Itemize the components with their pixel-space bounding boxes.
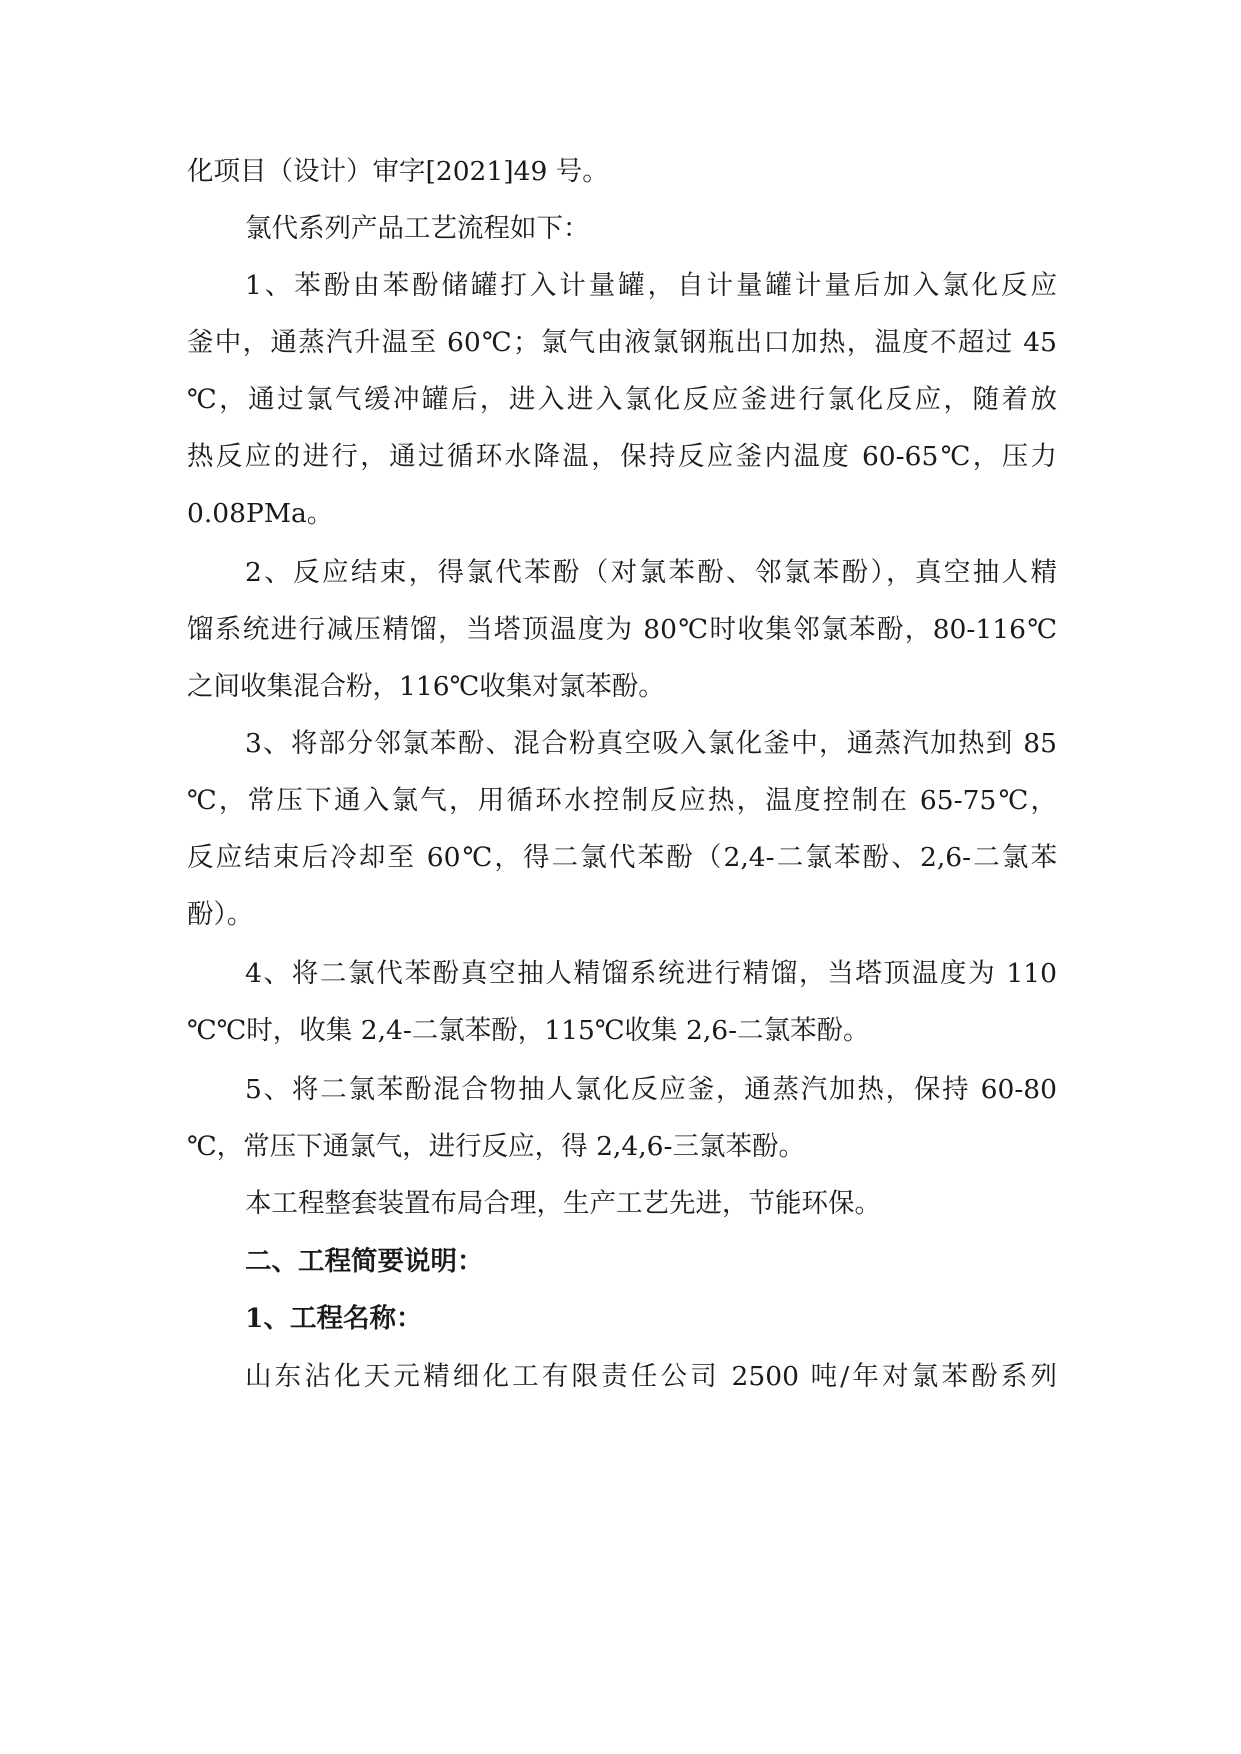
text-line-step3-a: 3、将部分邻氯苯酚、混合粉真空吸入氯化釜中，通蒸汽加热到 85	[245, 728, 1057, 759]
text-line-step2-b: 馏系统进行减压精馏，当塔顶温度为 80℃时收集邻氯苯酚，80-116℃	[187, 614, 1057, 645]
text-line-step5-b: ℃，常压下通氯气，进行反应，得 2,4,6-三氯苯酚。	[187, 1131, 805, 1162]
text-line-project-name: 山东沾化天元精细化工有限责任公司 2500 吨/年对氯苯酚系列	[245, 1361, 1057, 1392]
text-line-process-intro: 氯代系列产品工艺流程如下：	[245, 213, 590, 244]
section-heading-project-description: 二、工程简要说明：	[245, 1246, 484, 1277]
text-line-step3-d: 酚）。	[187, 899, 254, 930]
subheading-project-name: 1、工程名称：	[245, 1303, 423, 1334]
text-line-step3-b: ℃，常压下通入氯气，用循环水控制反应热，温度控制在 65-75℃，	[187, 785, 1057, 816]
text-line-step2-c: 之间收集混合粉，116℃收集对氯苯酚。	[187, 671, 665, 702]
text-line-step2-a: 2、反应结束，得氯代苯酚（对氯苯酚、邻氯苯酚），真空抽人精	[245, 557, 1057, 588]
text-line-step1-c: ℃，通过氯气缓冲罐后，进入进入氯化反应釜进行氯化反应，随着放	[187, 384, 1057, 415]
text-line-project-ref: 化项目（设计）审字[2021]49 号。	[187, 156, 609, 187]
text-line-step1-b: 釜中，通蒸汽升温至 60℃；氯气由液氯钢瓶出口加热，温度不超过 45	[187, 327, 1057, 358]
text-line-summary: 本工程整套装置布局合理，生产工艺先进，节能环保。	[245, 1188, 881, 1219]
text-line-step4-b: ℃℃时，收集 2,4-二氯苯酚，115℃收集 2,6-二氯苯酚。	[187, 1015, 870, 1046]
text-line-step1-a: 1、苯酚由苯酚储罐打入计量罐，自计量罐计量后加入氯化反应	[245, 270, 1057, 301]
text-line-step1-d: 热反应的进行，通过循环水降温，保持反应釜内温度 60-65℃，压力	[187, 441, 1057, 472]
text-line-step5-a: 5、将二氯苯酚混合物抽人氯化反应釜，通蒸汽加热，保持 60-80	[245, 1074, 1057, 1105]
text-line-step3-c: 反应结束后冷却至 60℃，得二氯代苯酚（2,4-二氯苯酚、2,6-二氯苯	[187, 842, 1057, 873]
text-line-step4-a: 4、将二氯代苯酚真空抽人精馏系统进行精馏，当塔顶温度为 110	[245, 958, 1057, 989]
text-line-step1-e: 0.08PMa。	[187, 498, 334, 529]
